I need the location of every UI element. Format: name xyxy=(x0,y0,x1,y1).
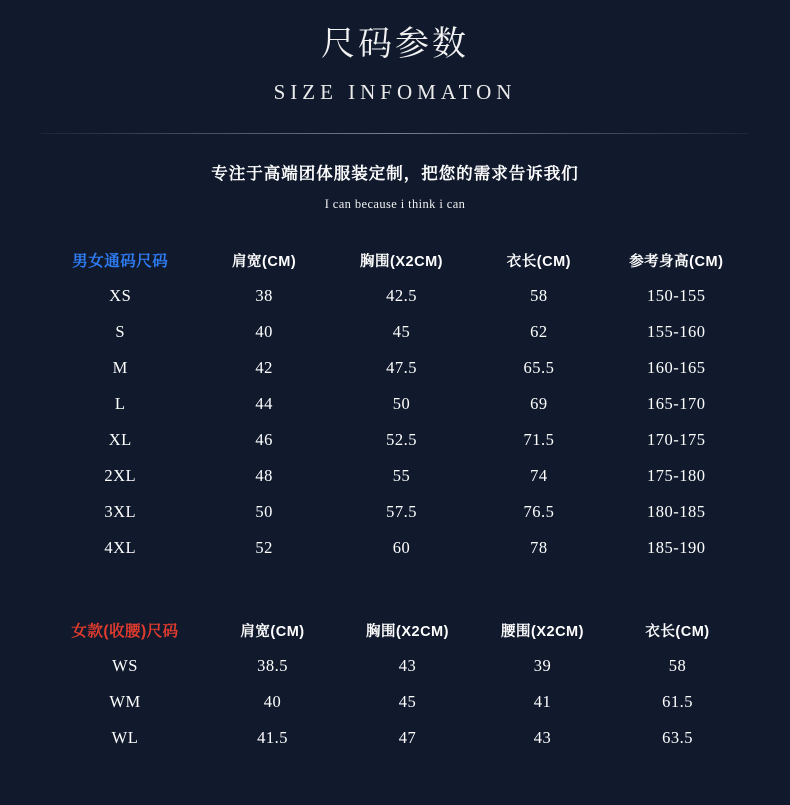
slogan-en: I can because i think i can xyxy=(324,197,466,211)
cell-size: WM xyxy=(109,692,141,711)
cell-chest: 45 xyxy=(398,692,417,711)
cell-chest: 55 xyxy=(392,466,411,485)
cell-height: 180-185 xyxy=(647,502,706,521)
cell-size: 3XL xyxy=(104,502,137,521)
page-header xyxy=(0,0,790,105)
unisex-header-length: 衣长(CM) xyxy=(506,253,571,270)
cell-shoulder: 38.5 xyxy=(257,656,288,675)
header-divider xyxy=(41,133,749,134)
women-header-chest: 胸围(X2CM) xyxy=(366,623,449,640)
cell-shoulder: 44 xyxy=(255,394,273,413)
cell-shoulder: 41.5 xyxy=(257,728,288,747)
unisex-table-header-row xyxy=(45,242,745,278)
slogan-cn: 专注于高端团体服装定制，把您的需求告诉我们 xyxy=(211,164,579,183)
cell-length: 65.5 xyxy=(523,358,555,377)
cell-shoulder: 48 xyxy=(255,466,273,485)
table-row xyxy=(45,386,745,422)
cell-length: 69 xyxy=(530,394,548,413)
cell-length: 58 xyxy=(530,286,548,305)
table-row xyxy=(45,314,745,350)
cell-shoulder: 42 xyxy=(255,358,273,377)
cell-height: 160-165 xyxy=(647,358,706,377)
cell-chest: 45 xyxy=(392,322,411,341)
cell-shoulder: 50 xyxy=(255,502,273,521)
page-title-cn: 尺码参数 xyxy=(321,26,469,63)
cell-waist: 43 xyxy=(533,728,552,747)
table-row xyxy=(45,422,745,458)
women-table-header-row xyxy=(45,612,745,648)
women-header-label: 女款(收腰)尺码 xyxy=(71,623,179,640)
cell-size: 2XL xyxy=(104,466,137,485)
cell-size: 4XL xyxy=(104,538,137,557)
cell-chest: 43 xyxy=(398,656,417,675)
cell-height: 150-155 xyxy=(647,286,706,305)
cell-waist: 39 xyxy=(533,656,552,675)
table-row xyxy=(45,458,745,494)
unisex-header-chest: 胸围(X2CM) xyxy=(360,253,443,270)
cell-shoulder: 38 xyxy=(255,286,273,305)
table-row xyxy=(45,494,745,530)
cell-length: 58 xyxy=(668,656,687,675)
table-row xyxy=(45,684,745,720)
cell-shoulder: 40 xyxy=(255,322,273,341)
table-row xyxy=(45,530,745,566)
table-row xyxy=(45,720,745,756)
table-row xyxy=(45,350,745,386)
cell-shoulder: 46 xyxy=(255,430,273,449)
cell-height: 165-170 xyxy=(647,394,706,413)
cell-size: M xyxy=(112,358,128,377)
cell-length: 71.5 xyxy=(523,430,555,449)
women-header-waist: 腰围(X2CM) xyxy=(501,623,584,640)
cell-chest: 42.5 xyxy=(386,286,417,305)
cell-length: 76.5 xyxy=(523,502,555,521)
women-header-length: 衣长(CM) xyxy=(645,623,710,640)
cell-chest: 50 xyxy=(392,394,411,413)
women-size-table xyxy=(45,612,745,756)
page-title-en: SIZE INFOMATON xyxy=(273,80,517,104)
cell-height: 170-175 xyxy=(647,430,706,449)
cell-height: 175-180 xyxy=(647,466,706,485)
table-row xyxy=(45,278,745,314)
cell-size: WL xyxy=(111,728,139,747)
cell-size: XS xyxy=(109,286,132,305)
cell-chest: 57.5 xyxy=(386,502,417,521)
cell-chest: 47.5 xyxy=(386,358,417,377)
cell-size: L xyxy=(114,394,126,413)
cell-length: 74 xyxy=(530,466,548,485)
cell-height: 185-190 xyxy=(647,538,706,557)
unisex-header-label: 男女通码尺码 xyxy=(72,253,169,270)
cell-length: 63.5 xyxy=(662,728,693,747)
cell-chest: 52.5 xyxy=(386,430,417,449)
cell-shoulder: 52 xyxy=(255,538,273,557)
cell-size: WS xyxy=(112,656,138,675)
cell-length: 62 xyxy=(530,322,548,341)
unisex-header-height: 参考身高(CM) xyxy=(629,253,724,270)
cell-chest: 47 xyxy=(398,728,417,747)
cell-length: 78 xyxy=(530,538,548,557)
cell-waist: 41 xyxy=(533,692,552,711)
unisex-size-table xyxy=(45,242,745,566)
cell-size: S xyxy=(115,322,126,341)
women-header-shoulder: 肩宽(CM) xyxy=(240,623,305,640)
cell-shoulder: 40 xyxy=(263,692,282,711)
cell-size: XL xyxy=(108,430,132,449)
unisex-header-shoulder: 肩宽(CM) xyxy=(232,253,297,270)
cell-height: 155-160 xyxy=(647,322,706,341)
table-row xyxy=(45,648,745,684)
cell-chest: 60 xyxy=(392,538,411,557)
cell-length: 61.5 xyxy=(662,692,693,711)
